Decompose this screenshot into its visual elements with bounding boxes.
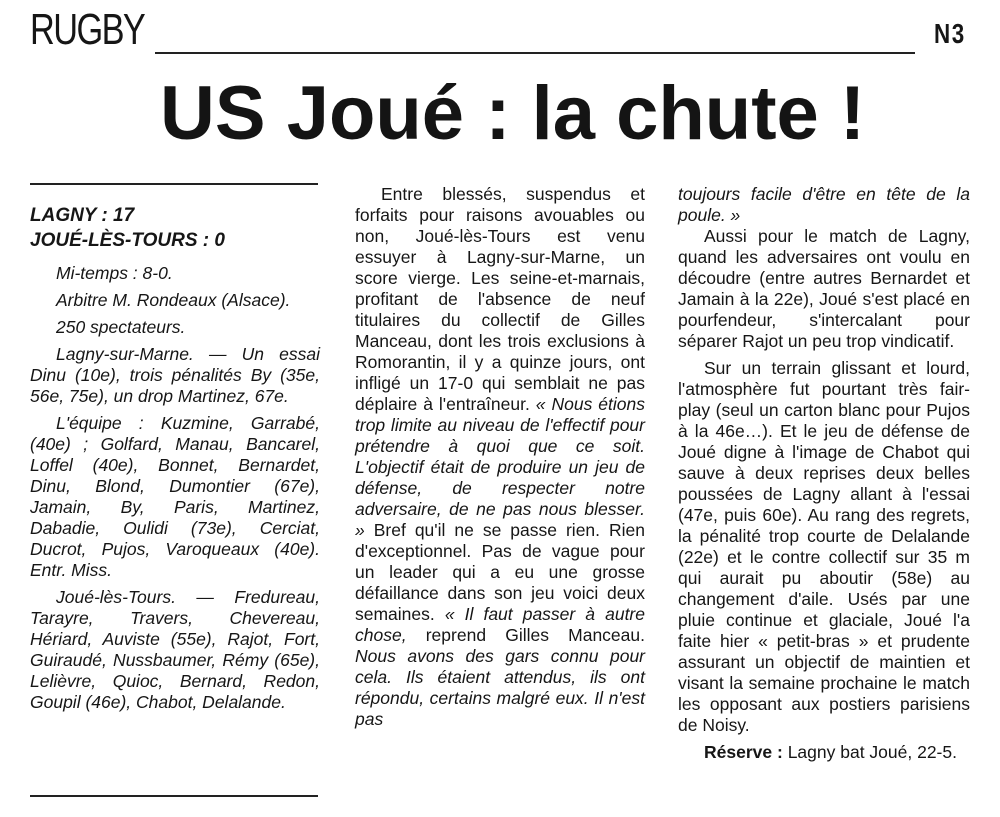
spectators: 250 spectateurs. bbox=[56, 317, 186, 337]
article-text: reprend Gilles Manceau. bbox=[425, 625, 645, 645]
joue-team: Joué-lès-Tours. — Fredureau, Tarayre, Travers, Chevereau, Hériard, Auviste (55e), Rajot, Fort, Guiraudé, Nussbaumer, Rémy (65e), Lelièvre, Quioc, Bernard, Redon, Goupil (46e), Chabot, Delalande. bbox=[30, 587, 320, 712]
article-text: Bref qu'il ne se passe rien. Rien d'exceptionnel. Pas de vague pour un leader qui a eu une grosse défaillance dans son jeu voici deux semaines. bbox=[355, 520, 646, 624]
score-lagny: LAGNY : 17 bbox=[30, 205, 135, 226]
page-number: N3 bbox=[934, 18, 966, 49]
article-paragraph: Sur un terrain glissant et lourd, l'atmosphère fut pourtant très fair-play (seul un carton blanc pour Pujos à la 46e…). Et le jeu de défense de Joué digne à l'image de Chabot qui sauve à deux reprises deux belles poussées de Lagny allant à l'essai (47e, puis 60e). Au rang des regrets, la pénalité trop courte de Delalande (22e) et le contre collectif sur 35 m qui aurait pu aboutir (58e) au changement d'aile. Usés par une pluie continue et glaciale, Joué l'a faite hier « petit-bras » et prudente assurant un objectif de maintien et visant la semaine prochaine le match les opposant aux postiers parisiens de Noisy. bbox=[678, 358, 970, 735]
quote: « Il faut passer à autre chose, bbox=[355, 604, 645, 645]
headline: US Joué : la chute ! bbox=[160, 71, 866, 156]
quote: Nous avons des gars connu pour cela. Ils étaient attendus, ils ont répondu, certains malgré eux. Il n'est pas bbox=[355, 646, 645, 729]
reserve-line bbox=[678, 742, 970, 763]
lagny-team: L'équipe : Kuzmine, Garrabé, (40e) ; Golfard, Manau, Bancarel, Loffel (40e), Bonnet, Bernardet, Dinu, Blond, Dumontier (67e), Jamain, By, Paris, Martinez, Dabadie, Oulidi (73e), Cerciat, Ducrot, Pujos, Varoqueaux (40e). Entr. Miss. bbox=[30, 413, 320, 580]
article-column-2 bbox=[678, 184, 970, 769]
article-text: Entre blessés, suspendus et forfaits pour raisons avouables ou non, Joué-lès-Tours est venu essuyer à Lagny-sur-Marne, un score vierge. Les seine-et-marnais, profitant de l'absence de neuf titulaires du collectif de Gilles Manceau, dont les trois exclusions à Romorantin, il y a quinze jours, ont infligé un 17-0 qui semblait ne pas déplaire à l'entraîneur. bbox=[355, 184, 645, 414]
article-paragraph bbox=[355, 184, 645, 730]
results-column bbox=[30, 203, 320, 719]
article-paragraph: Aussi pour le match de Lagny, quand les adversaires ont voulu en découdre (entre autres Bernardet et Jamain à la 22e), Joué s'est placé en pourfendeur, s'intercalant pour séparer Rajot un peu trop vindicatif. bbox=[678, 226, 970, 351]
reserve-text: Lagny bat Joué, 22-5. bbox=[787, 742, 957, 762]
article-column-1 bbox=[355, 184, 645, 730]
quote: « Nous étions trop limite au niveau de l'effectif pour prétendre à quoi que ce soit. L'objectif était de produire un jeu de défense, de respecter notre adversaire, de ne pas nous blesser. » bbox=[355, 394, 645, 540]
lagny-scoring: Lagny-sur-Marne. — Un essai Dinu (10e), trois pénalités By (35e, 56e, 75e), un drop Martinez, 67e. bbox=[30, 344, 320, 406]
referee: Arbitre M. Rondeaux (Alsace). bbox=[56, 290, 291, 310]
reserve-label: Réserve : bbox=[704, 742, 783, 762]
header-rule bbox=[155, 52, 915, 54]
score-joue: JOUÉ-LÈS-TOURS : 0 bbox=[30, 230, 225, 251]
halftime: Mi-temps : 8-0. bbox=[56, 263, 173, 283]
section-label: RUGBY bbox=[30, 5, 145, 54]
column-top-rule bbox=[30, 183, 318, 185]
column-bottom-rule bbox=[30, 795, 318, 797]
quote-end: toujours facile d'être en tête de la poule. » bbox=[678, 184, 970, 225]
